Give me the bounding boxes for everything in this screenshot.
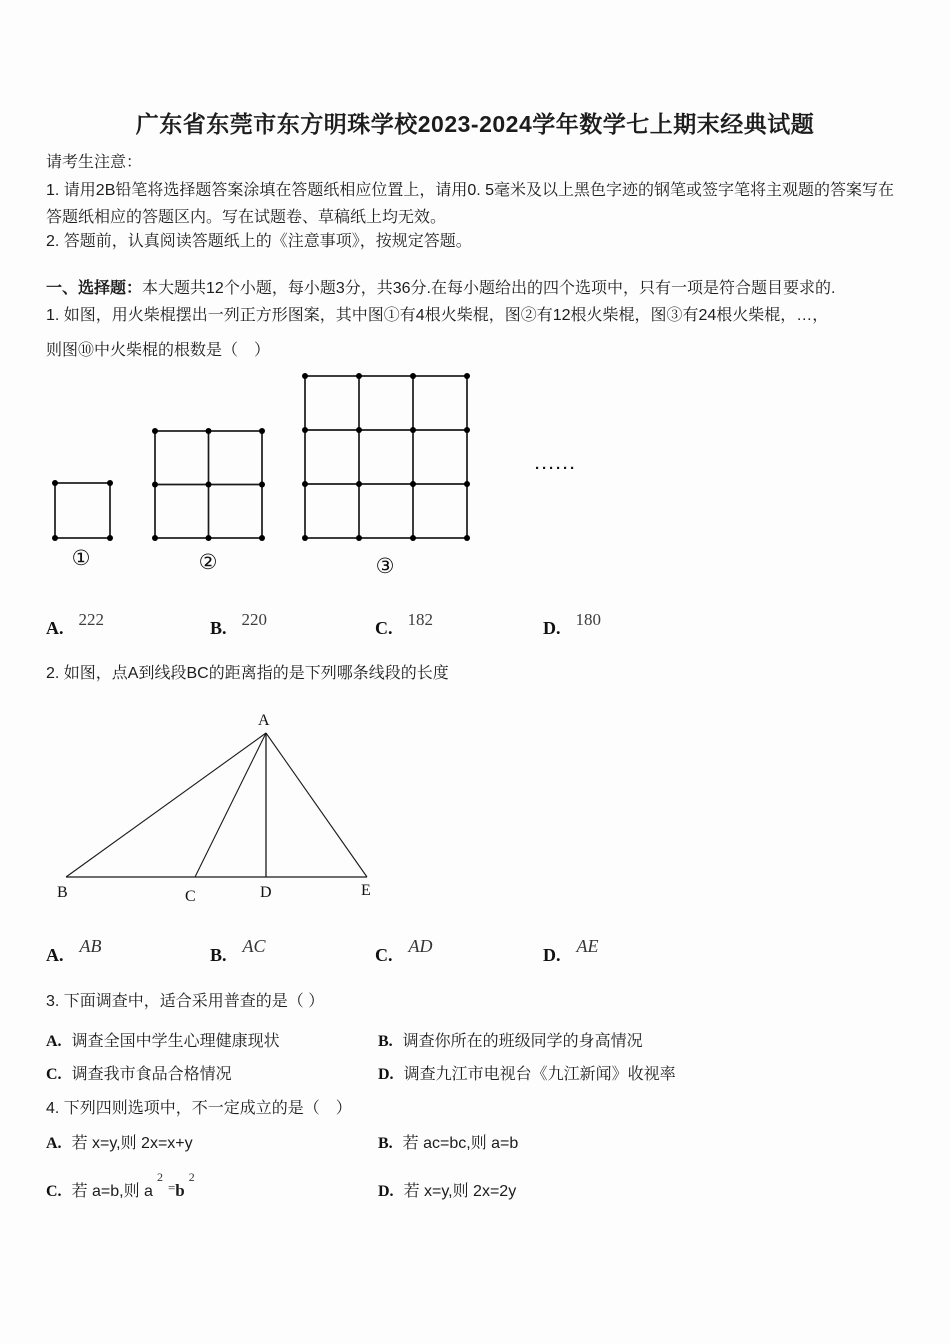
q1-option-b-value: 220 [241,610,268,629]
q1-option-a-value: 222 [78,610,104,629]
q4-option-d-label: D. [378,1183,394,1200]
q3-option-b-value: 调查你所在的班级同学的身高情况 [402,1033,643,1050]
section-1-header [46,276,835,302]
notice-item-2: 2. 答题前，认真阅读答题纸上的《注意事项》，按规定答题。 [46,233,472,250]
q3-option-d [378,1061,676,1084]
q1-option-d [543,610,601,639]
triangle-point-c-label: C [185,888,196,905]
q3-option-d-label: D. [378,1066,394,1083]
q2-option-a-label: A. [46,945,64,965]
q2-option-b-label: B. [210,945,227,965]
page-title: 广东省东莞市东方明珠学校2023-2024学年数学七上期末经典试题 [135,111,815,137]
q4-option-a [46,1130,193,1153]
triangle-point-b-label: B [57,884,68,901]
section-1-rest: 本大题共12个小题，每小题3分，共36分.在每小题给出的四个选项中，只有一项是符合题目要求的. [142,280,836,297]
q3-option-c-value: 调查我市食品合格情况 [71,1066,232,1083]
figure-2-label: ② [198,551,218,574]
q2-option-c-label: C. [375,945,393,965]
q2-option-a-value: AB [79,936,102,956]
figure-continuation-dots: ······ [535,460,577,477]
q4-option-b-value: 若 ac=bc,则 a=b [402,1135,519,1152]
q4-option-c-superscript-1: 2 [156,1170,163,1184]
q4-option-d-value: 若 x=y,则 2x=2y [403,1183,517,1200]
q4-option-c-pre: 若 a=b,则 a [71,1183,153,1200]
q3-option-c-label: C. [46,1066,62,1083]
q1-option-d-value: 180 [575,610,601,629]
q3-option-c [46,1061,232,1084]
q1-option-a-label: A. [46,618,64,638]
q4-option-c-label: C. [46,1183,62,1200]
q2-option-d-value: AE [576,936,599,956]
q4-option-a-label: A. [46,1135,62,1152]
q2-option-d [543,936,599,966]
q4-option-b [378,1130,518,1153]
q1-option-b-label: B. [210,618,227,638]
q4-option-c-superscript-2: 2 [188,1170,195,1184]
q3-option-b-label: B. [378,1033,393,1050]
q4-option-c-equals: = [167,1180,176,1195]
q1-option-a [46,610,104,639]
q2-option-c [375,936,433,966]
notice-header: 请考生注意： [46,154,143,171]
triangle-point-d-label: D [260,884,272,901]
q3-option-a-value: 调查全国中学生心理健康现状 [71,1033,280,1050]
q4-option-c-base2: b [175,1181,185,1200]
q1-option-c-value: 182 [407,610,433,629]
figure-3-label: ③ [375,555,395,578]
q3-option-b [378,1028,643,1051]
q4-option-c [46,1170,195,1201]
q2-option-b-value: AC [242,936,266,956]
q2-option-a [46,936,102,966]
q3-option-d-value: 调查九江市电视台《九江新闻》收视率 [403,1066,676,1083]
question-1-text-line1: 1. 如图，用火柴棍摆出一列正方形图案，其中图①有4根火柴棍，图②有12根火柴棍，图③有24根火柴棍，…， [46,307,829,324]
question-1-text-line2: 则图⑩中火柴棍的根数是（ ） [46,342,271,359]
q2-option-c-value: AD [408,936,433,956]
q1-option-d-label: D. [543,618,561,638]
triangle-figure [55,703,415,908]
q4-option-b-label: B. [378,1135,393,1152]
q1-option-b [210,610,268,639]
q3-option-a-label: A. [46,1033,62,1050]
figure-1-label: ① [71,547,91,570]
triangle-point-e-label: E [361,882,371,899]
q3-option-a [46,1028,280,1051]
question-4-text: 4. 下列四则选项中，不一定成立的是（ ） [46,1100,352,1117]
question-2-text: 2. 如图，点A到线段BC的距离指的是下列哪条线段的长度 [46,665,449,682]
triangle-point-a-label: A [258,712,270,729]
section-1-lead: 一、选择题： [46,280,143,297]
q4-option-a-value: 若 x=y,则 2x=x+y [71,1135,193,1152]
q4-option-d [378,1178,516,1201]
notice-item-1: 1. 请用2B铅笔将选择题答案涂填在答题纸相应位置上，请用0. 5毫米及以上黑色字迹的钢笔或签字笔将主观题的答案写在答题纸相应的答题区内。写在试题卷、草稿纸上均无效。 [46,182,895,226]
q1-option-c [375,610,433,639]
q2-option-d-label: D. [543,945,561,965]
matchstick-grids-figure [48,368,593,578]
question-3-text: 3. 下面调查中，适合采用普查的是（ ） [46,993,325,1010]
q1-option-c-label: C. [375,618,393,638]
q2-option-b [210,936,266,966]
